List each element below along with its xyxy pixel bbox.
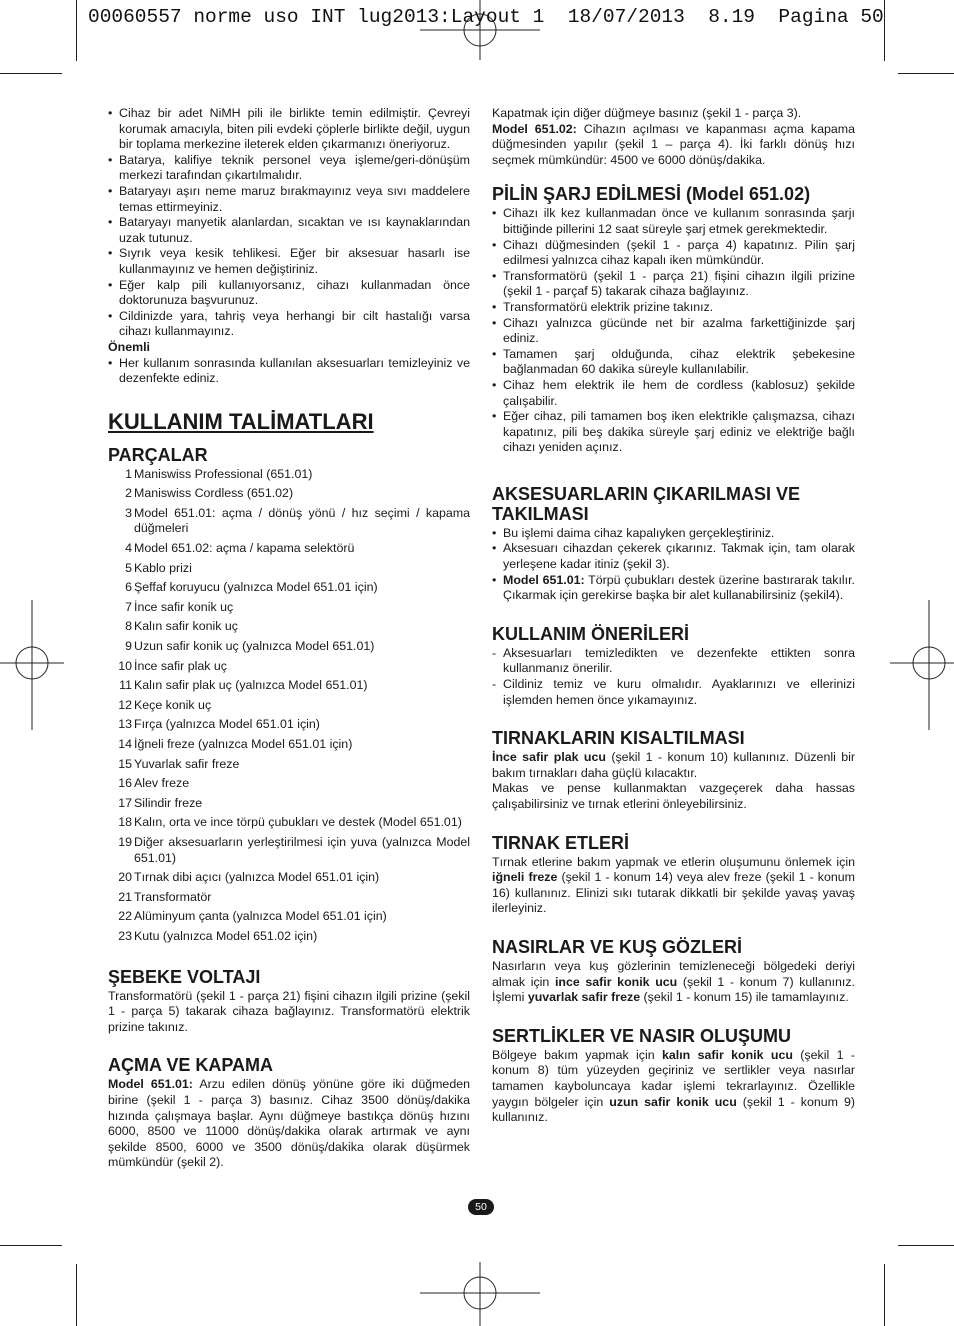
list-item bbox=[108, 870, 470, 886]
list-item bbox=[108, 619, 470, 635]
part-number: 19 bbox=[118, 834, 132, 849]
warning-item: • Batarya, kalifiye teknik personel veya işleme/geri-dönüşüm merkezi tarafından çıkartılmalıdır. bbox=[108, 153, 470, 184]
onoff2-text: Cihazın açılması ve kapanması açma kapama düğmesinden yapılır (şekil 1 – parça 4). İki farklı dönüş hızı seçmek mümkündür: 4500 ve 6000 dönüş/dakika. bbox=[492, 121, 855, 167]
list-item bbox=[108, 717, 470, 733]
part-number: 21 bbox=[118, 889, 132, 904]
list-item bbox=[108, 467, 470, 483]
important-item: • Her kullanım sonrasında kullanılan aksesuarları temizleyiniz ve dezenfekte ediniz. bbox=[108, 356, 470, 387]
hardness-heading: SERTLİKLER VE NASIR OLUŞUMU bbox=[492, 1025, 792, 1046]
part-text: Kalın safir plak uç (yalnızca Model 651.01) bbox=[134, 678, 368, 693]
hardness-text: (şekil 1 - konum 9) kullanınız. bbox=[492, 1094, 856, 1125]
accessories-heading: AKSESUARLARIN ÇIKARILMASI VE TAKILMASI bbox=[492, 483, 801, 524]
list-item bbox=[108, 541, 470, 557]
part-number: 17 bbox=[118, 795, 132, 810]
model-label: Model 651.01: bbox=[108, 1077, 193, 1092]
part-number: 11 bbox=[119, 678, 132, 693]
part-text: Model 651.01: açma / dönüş yönü / hız seçimi / kapama düğmeleri bbox=[134, 505, 470, 536]
part-text: İğneli freze (yalnızca Model 651.01 için) bbox=[134, 737, 353, 751]
main-title: KULLANIM TALİMATLARI bbox=[108, 408, 374, 434]
part-text: Kalın, orta ve ince törpü çubukları ve destek (Model 651.01) bbox=[134, 815, 462, 830]
list-item bbox=[108, 776, 470, 792]
part-number: 9 bbox=[125, 639, 132, 654]
nails-heading: TIRNAKLARIN KISALTILMASI bbox=[492, 728, 745, 749]
model-label: Model 651.02: bbox=[492, 121, 577, 136]
corns-paragraph bbox=[492, 959, 855, 1006]
accessory-item: • Bu işlemi daima cihaz kapalıyken gerçekleştiriniz. bbox=[492, 526, 855, 542]
part-text: Yuvarlak safir freze bbox=[134, 756, 240, 771]
part-number: 5 bbox=[125, 560, 132, 575]
part-text: Maniswiss Professional (651.01) bbox=[134, 466, 313, 481]
corns-bold: ince safir konik ucu bbox=[554, 974, 678, 989]
part-number: 16 bbox=[118, 776, 132, 791]
registration-mark-right bbox=[890, 600, 954, 730]
nails-text: (şekil 1 - konum 10) kullanınız. Düzenli bir bakım tırnakları daha güçlü kılacaktır. bbox=[492, 750, 855, 780]
part-text: Diğer aksesuarların yerleştirilmesi için yuva (yalnızca Model 651.01) bbox=[134, 834, 470, 865]
onoff-text: Arzu edilen dönüş yönüne göre iki düğmeden birine (şekil 1 - parça 3) basınız. Cihaz 3500 dönüş/dakika hızında çalışmaya başlar. Aynı düğmeye bastıkça dönüş hızını 6000, 8500 ve 11000 dönüş/dakika olarak artırmak ve aynı şekilde 8500, 6000 ve 3500 dönüş/dakika olarak düşürmek mümkündür (şekil 2). bbox=[108, 1077, 470, 1170]
registration-mark-top bbox=[420, 0, 540, 60]
part-text: Tırnak dibi açıcı (yalnızca Model 651.01 için) bbox=[134, 870, 380, 885]
onoff-paragraph bbox=[108, 1077, 470, 1171]
corns-bold: yuvarlak safir freze bbox=[527, 990, 641, 1005]
accessory-text: Törpü çubukları destek üzerine bastırarak takılır. Çıkarmak için gerekirse başka bir alet kullanabilirsiniz (şekil4). bbox=[503, 572, 855, 603]
charge-item: • Transformatörü (şekil 1 - parça 21) fişini cihazın ilgili prizine (şekil 1 - parçaf 5) takarak cihaza bağlayınız. bbox=[492, 269, 855, 300]
part-number: 3 bbox=[125, 505, 132, 520]
part-text: İnce safir konik uç bbox=[134, 599, 234, 614]
important-label: Önemli bbox=[108, 339, 150, 354]
warning-item: • Bataryayı manyetik alanlardan, sıcaktan ve ısı kaynaklarından uzak tutunuz. bbox=[108, 215, 470, 246]
part-text: Uzun safir konik uç (yalnızca Model 651.01) bbox=[134, 639, 375, 654]
cuticle-paragraph bbox=[492, 855, 855, 917]
part-text: Maniswiss Cordless (651.02) bbox=[134, 486, 294, 501]
list-item bbox=[108, 890, 470, 906]
list-item bbox=[108, 909, 470, 925]
crop-mark bbox=[898, 1245, 954, 1246]
part-number: 12 bbox=[118, 697, 132, 712]
list-item bbox=[108, 659, 470, 675]
charge-item: • Eğer cihaz, pili tamamen boş iken elektrikle çalışmazsa, cihazı kapatınız, pili beş dakika süreyle şarj ediniz ve elektriğe bağlı cihazı yeniden açınız. bbox=[492, 409, 855, 456]
nails-bold: İnce safir plak ucu bbox=[492, 750, 606, 765]
part-number: 22 bbox=[118, 909, 132, 924]
part-text: Kablo prizi bbox=[134, 560, 192, 575]
list-item bbox=[108, 757, 470, 773]
list-item bbox=[108, 580, 470, 596]
crop-mark bbox=[76, 0, 77, 61]
part-number: 2 bbox=[125, 486, 132, 501]
nails-paragraph bbox=[492, 750, 855, 781]
tips-heading: KULLANIM ÖNERİLERİ bbox=[492, 623, 689, 644]
crop-mark bbox=[0, 1245, 62, 1246]
crop-mark bbox=[898, 73, 954, 74]
list-item bbox=[108, 506, 470, 537]
list-item bbox=[108, 561, 470, 577]
part-number: 20 bbox=[118, 870, 132, 885]
corns-text: (şekil 1 - konum 15) ile tamamlayınız. bbox=[640, 990, 849, 1005]
list-item bbox=[108, 600, 470, 616]
crop-mark bbox=[884, 0, 885, 61]
part-number: 6 bbox=[125, 580, 132, 595]
cuticle-bold: iğneli freze bbox=[492, 870, 558, 885]
list-item bbox=[108, 698, 470, 714]
list-item bbox=[108, 835, 470, 866]
accessory-item: • Aksesuarı cihazdan çekerek çıkarınız. Takmak için, tam olarak yerleşene kadar itiniz (şekil 3). bbox=[492, 541, 855, 572]
part-number: 8 bbox=[125, 619, 132, 634]
part-text: Keçe konik uç bbox=[134, 697, 212, 712]
list-item bbox=[108, 678, 470, 694]
part-text: Alev freze bbox=[134, 776, 190, 791]
crop-mark bbox=[76, 1264, 77, 1326]
list-item bbox=[108, 815, 470, 831]
warning-item: • Cihaz bir adet NiMH pili ile birlikte temin edilmiştir. Çevreyi korumak amacıyla, biten pili evdeki çöplerle birlikte değil, uygun bir toplama merkezine ileterek elden çıkarmanızı öneriyoruz. bbox=[108, 106, 470, 153]
list-item bbox=[108, 639, 470, 655]
voltage-heading: ŞEBEKE VOLTAJI bbox=[108, 966, 261, 987]
corns-text: (şekil 1 - konum 7) kullanınız. İşlemi bbox=[492, 974, 855, 1005]
part-number: 18 bbox=[118, 815, 132, 830]
page-number: 50 bbox=[468, 1199, 494, 1215]
registration-mark-left bbox=[0, 600, 64, 730]
part-text: Transformatör bbox=[134, 889, 212, 904]
warning-item: • Sıyrık veya kesik tehlikesi. Eğer bir aksesuar hasarlı ise kullanmayınız ve hemen değiştiriniz. bbox=[108, 246, 470, 277]
model-label: Model 651.01: bbox=[503, 572, 585, 587]
crop-mark bbox=[884, 1264, 885, 1326]
cuticle-text: (şekil 1 - konum 14) veya alev freze (şekil 1 - konum 16) kullanınız. Elinizi sıkı tutarak dikkatli bir şekilde yavaş yavaş ilerleyiniz. bbox=[492, 870, 855, 916]
charge-item: • Cihazı ilk kez kullanmadan önce ve kullanım sonrasında şarjı bittiğinde pillerini 12 saat süreyle şarj etmek gerekmektedir. bbox=[492, 206, 855, 237]
part-number: 14 bbox=[118, 737, 132, 751]
charge-item: • Cihazı yalnızca gücünde net bir azalma farkettiğinizde şarj ediniz. bbox=[492, 316, 855, 347]
part-number: 7 bbox=[125, 599, 132, 614]
warning-item: • Eğer kalp pili kullanıyorsanız, cihazı kullanmadan önce doktorunuza başvurunuz. bbox=[108, 278, 470, 309]
charge-item: • Transformatörü elektrik prizine takınız. bbox=[492, 300, 855, 316]
cuticle-text: Tırnak etlerine bakım yapmak ve etlerin oluşumunu önlemek için bbox=[492, 854, 855, 869]
corns-text: Nasırların veya kuş gözlerinin temizleneceği bölgedeki deriyi almak için bbox=[492, 958, 855, 989]
part-text: Kalın safir konik uç bbox=[134, 619, 238, 634]
part-number: 10 bbox=[118, 658, 132, 673]
accessory-item bbox=[492, 573, 855, 604]
part-text: Fırça (yalnızca Model 651.01 için) bbox=[134, 717, 320, 732]
list-item bbox=[108, 929, 470, 945]
list-item bbox=[108, 486, 470, 502]
list-item bbox=[108, 737, 470, 753]
hardness-text: (şekil 1 - konum 8) tüm yüzeyden geçiriniz ve sertlikler veya nasırlar tamamen kayboluncaya kadar işlemi tekrarlayınız. Özellikle yaygın bölgeler için bbox=[492, 1047, 855, 1109]
parts-heading: PARÇALAR bbox=[108, 444, 208, 465]
corns-heading: NASIRLAR VE KUŞ GÖZLERİ bbox=[492, 936, 743, 957]
cuticle-heading: TIRNAK ETLERİ bbox=[492, 832, 629, 853]
hardness-bold: uzun safir konik ucu bbox=[609, 1094, 737, 1109]
parts-list bbox=[108, 467, 470, 945]
tip-item: - Aksesuarları temizledikten ve dezenfekte ettikten sonra kullanmanız önerilir. bbox=[492, 646, 855, 677]
hardness-bold: kalın safir konik ucu bbox=[662, 1047, 793, 1062]
part-number: 1 bbox=[125, 466, 132, 481]
voltage-text: Transformatörü (şekil 1 - parça 21) fişini cihazın ilgili prizine (şekil 1 - parça 5) takarak cihaza bağlayınız. Transformatörü elektrik prizine takınız. bbox=[108, 988, 470, 1034]
left-column bbox=[108, 106, 470, 1171]
tip-item: - Cildiniz temiz ve kuru olmalıdır. Ayaklarınızı ve ellerinizi işlemden hemen önce yıkamayınız. bbox=[492, 677, 855, 708]
part-text: Şeffaf koruyucu (yalnızca Model 651.01 için) bbox=[134, 580, 378, 595]
onoff2-paragraph bbox=[492, 122, 855, 169]
part-text: Alüminyum çanta (yalnızca Model 651.01 için) bbox=[134, 909, 387, 924]
list-item bbox=[108, 796, 470, 812]
hardness-text: Bölgeye bakım yapmak için bbox=[492, 1047, 662, 1062]
part-number: 23 bbox=[118, 928, 132, 943]
part-text: İnce safir plak uç bbox=[134, 658, 227, 673]
onoff-continued: Kapatmak için diğer düğmeye basınız (şekil 1 - parça 3). bbox=[492, 106, 802, 120]
part-number: 15 bbox=[118, 756, 132, 771]
part-text: Model 651.02: açma / kapama selektörü bbox=[134, 541, 355, 556]
right-column bbox=[492, 106, 855, 1126]
hardness-paragraph bbox=[492, 1048, 855, 1126]
nails-paragraph-2: Makas ve pense kullanmaktan vazgeçerek daha hassas çalışabilirsiniz ve tırnak etlerini önleyebilirsiniz. bbox=[492, 781, 855, 811]
warning-item: • Cildinizde yara, tahriş veya herhangi bir cilt hastalığı varsa cihazı kullanmayınız. bbox=[108, 309, 470, 340]
part-text: Kutu (yalnızca Model 651.02 için) bbox=[134, 928, 318, 943]
warning-item: • Bataryayı aşırı neme maruz bırakmayınız veya sıvı maddelere temas ettirmeyiniz. bbox=[108, 184, 470, 215]
charge-item: • Cihazı düğmesinden (şekil 1 - parça 4) kapatınız. Pilin şarj edilmesi yalnızca cihaz kapalı iken mümkündür. bbox=[492, 238, 855, 269]
charge-item: • Cihaz hem elektrik ile hem de cordless (kablosuz) şekilde çalışabilir. bbox=[492, 378, 855, 409]
charge-item: • Tamamen şarj olduğunda, cihaz elektrik şebekesine bağlanmadan 60 dakika süreyle kullanılabilir. bbox=[492, 347, 855, 378]
registration-mark-bottom bbox=[420, 1262, 540, 1326]
onoff-heading: AÇMA VE KAPAMA bbox=[108, 1055, 273, 1076]
part-text: Silindir freze bbox=[134, 795, 203, 810]
crop-mark bbox=[0, 73, 62, 74]
part-number: 13 bbox=[118, 717, 132, 732]
charge-heading: PİLİN ŞARJ EDİLMESİ (Model 651.02) bbox=[492, 184, 811, 205]
part-number: 4 bbox=[125, 541, 132, 556]
print-slug: 00060557 norme uso INT lug2013:Layout 1 18/07/2013 8.19 Pagina 50 bbox=[88, 6, 884, 28]
